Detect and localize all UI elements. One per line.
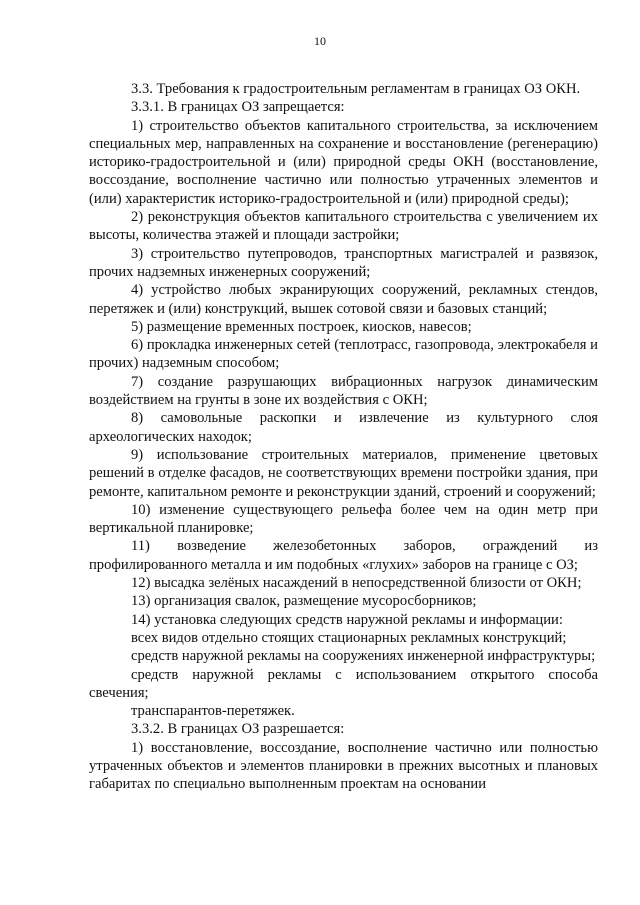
list-item-5: 5) размещение временных построек, киосков, навесов; — [131, 318, 472, 335]
document-body — [89, 80, 598, 794]
subsection-heading-3-3-1: 3.3.1. В границах ОЗ запрещается: — [131, 99, 345, 116]
section-heading-3-3: 3.3. Требования к градостроительным регламентам в границах ОЗ ОКН. — [131, 81, 581, 97]
list-item-6: 6) прокладка инженерных сетей (теплотрасс, газопровода, электрокабеля и прочих) надземным способом; — [89, 337, 598, 372]
list-item-12: 12) высадка зелёных насаждений в непосредственной близости от ОКН; — [131, 575, 582, 592]
list-item-11: 11) возведение железобетонных заборов, ограждений из профилированного металла и им подобных «глухих» заборов на границе с ОЗ; — [89, 538, 598, 573]
page-number: 10 — [314, 34, 326, 48]
list-item-1: 1) строительство объектов капитального строительства, за исключением специальных мер, направленных на сохранение и восстановление (регенерацию) историко-градостроительной и (или) природной среды ОКН (восстановление, воссоздание, восполнение частично или полностью утраченных элементов и (или) характеристик историко-градостроительной и (или) природной среды); — [89, 117, 598, 207]
list-item-14: 14) установка следующих средств наружной рекламы и информации: — [131, 611, 563, 628]
sub-item-standalone-ads: всех видов отдельно стоящих стационарных рекламных конструкций; — [131, 629, 567, 646]
sub-item-banners: транспарантов-перетяжек. — [131, 703, 295, 720]
list-item-2: 2) реконструкция объектов капитального строительства с увеличением их высоты, количества этажей и площади застройки; — [89, 209, 598, 244]
list-item-3: 3) строительство путепроводов, транспортных магистралей и развязок, прочих надземных инженерных сооружений; — [89, 245, 598, 280]
sub-item-open-light-ads: средств наружной рекламы с использованием открытого способа свечения; — [89, 666, 598, 701]
list-item-9: 9) использование строительных материалов, применение цветовых решений в отделке фасадов, не соответствующих времени постройки здания, при ремонте, капитальном ремонте и реконструкции зданий, строений и сооружений; — [89, 446, 598, 500]
list-item-8: 8) самовольные раскопки и извлечение из культурного слоя археологических находок; — [89, 410, 598, 445]
sub-item-infrastructure-ads: средств наружной рекламы на сооружениях инженерной инфраструктуры; — [131, 648, 596, 665]
list-item-10: 10) изменение существующего рельефа более чем на один метр при вертикальной планировке; — [89, 501, 598, 537]
permitted-item-1: 1) восстановление, воссоздание, восполнение частично или полностью утраченных объектов и элементов планировки в прежних высотных и плановых габаритах по специально выполненным проектам на основании — [89, 739, 598, 793]
subsection-heading-3-3-2: 3.3.2. В границах ОЗ разрешается: — [131, 721, 345, 738]
list-item-7: 7) создание разрушающих вибрационных нагрузок динамическим воздействием на грунты в зоне их воздействия с ОКН; — [89, 373, 598, 409]
list-item-13: 13) организация свалок, размещение мусоросборников; — [131, 593, 477, 610]
list-item-4: 4) устройство любых экранирующих сооружений, рекламных стендов, перетяжек и (или) конструкций, вышек сотовой связи и базовых станций; — [89, 282, 598, 317]
